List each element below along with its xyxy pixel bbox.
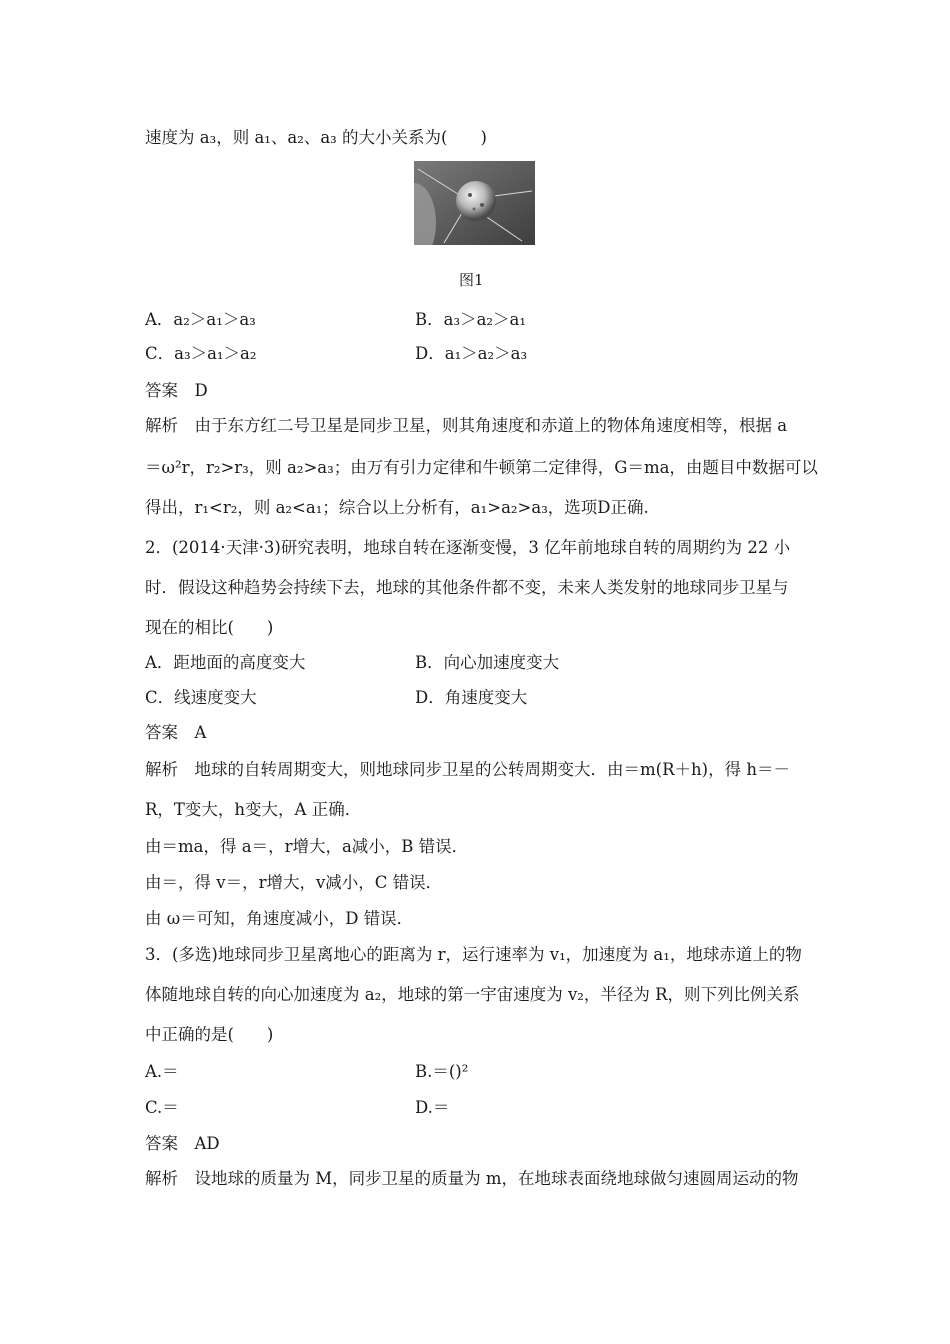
question-2-line-3: 现在的相比( ) [145, 618, 274, 637]
q3-analysis-line-1: 解析 设地球的质量为 M，同步卫星的质量为 m，在地球表面绕地球做匀速圆周运动的物 [145, 1169, 799, 1188]
q3-option-d: D.＝ [415, 1098, 450, 1117]
satellite-photo [414, 161, 535, 245]
question-3-line-3: 中正确的是( ) [145, 1025, 274, 1044]
q2-option-d: D．角速度变大 [415, 688, 528, 707]
q1-analysis-line-3: 得出，r₁<r₂，则 a₂<a₁；综合以上分析有，a₁>a₂>a₃，选项D正确. [145, 498, 649, 517]
q3-answer: 答案 AD [145, 1134, 220, 1153]
q1-option-b: B．a₃＞a₂＞a₁ [415, 310, 526, 329]
question-2-line-1: 2．(2014·天津·3)研究表明，地球自转在逐渐变慢，3 亿年前地球自转的周期约为 22 小 [145, 538, 791, 557]
q2-option-b: B．向心加速度变大 [415, 653, 560, 672]
q2-analysis-line-1: 解析 地球的自转周期变大，则地球同步卫星的公转周期变大．由＝m(R＋h)，得 h＝－ [145, 760, 790, 779]
question-2-line-2: 时．假设这种趋势会持续下去，地球的其他条件都不变，未来人类发射的地球同步卫星与 [145, 578, 789, 597]
q3-option-c: C.＝ [145, 1098, 179, 1117]
q2-option-a: A．距地面的高度变大 [145, 653, 306, 672]
q1-option-d: D．a₁＞a₂＞a₃ [415, 344, 528, 363]
q2-analysis-line-2: R，T变大，h变大，A 正确． [145, 800, 362, 819]
q1-analysis-line-2: ＝ω²r，r₂>r₃，则 a₂>a₃；由万有引力定律和牛顿第二定律得，G＝ma，由题目中数据可以 [145, 458, 818, 477]
q2-answer: 答案 A [145, 723, 207, 742]
q2-option-c: C．线速度变大 [145, 688, 257, 707]
q1-option-a: A．a₂＞a₁＞a₃ [145, 310, 256, 329]
figure-caption: 图1 [459, 271, 484, 289]
q3-option-a: A.＝ [145, 1062, 179, 1081]
question-1-stem-end: 速度为 a₃，则 a₁、a₂、a₃ 的大小关系为( ) [145, 128, 487, 147]
question-3-line-1: 3．(多选)地球同步卫星离地心的距离为 r，运行速率为 v₁，加速度为 a₁，地球赤道上的物 [145, 945, 802, 964]
q1-option-c: C．a₃＞a₁＞a₂ [145, 344, 257, 363]
q2-analysis-line-4: 由＝，得 v＝，r增大，v减小，C 错误． [145, 873, 443, 892]
q1-answer: 答案 D [145, 381, 208, 400]
q2-analysis-line-5: 由 ω＝可知，角速度减小，D 错误． [145, 909, 414, 928]
question-3-line-2: 体随地球自转的向心加速度为 a₂，地球的第一宇宙速度为 v₂，半径为 R，则下列比例关系 [145, 985, 800, 1004]
q2-analysis-line-3: 由＝ma，得 a＝，r增大，a减小，B 错误． [145, 837, 469, 856]
q3-option-b: B.＝()² [415, 1062, 469, 1081]
q1-analysis-line-1: 解析 由于东方红二号卫星是同步卫星，则其角速度和赤道上的物体角速度相等，根据 a [145, 416, 788, 435]
